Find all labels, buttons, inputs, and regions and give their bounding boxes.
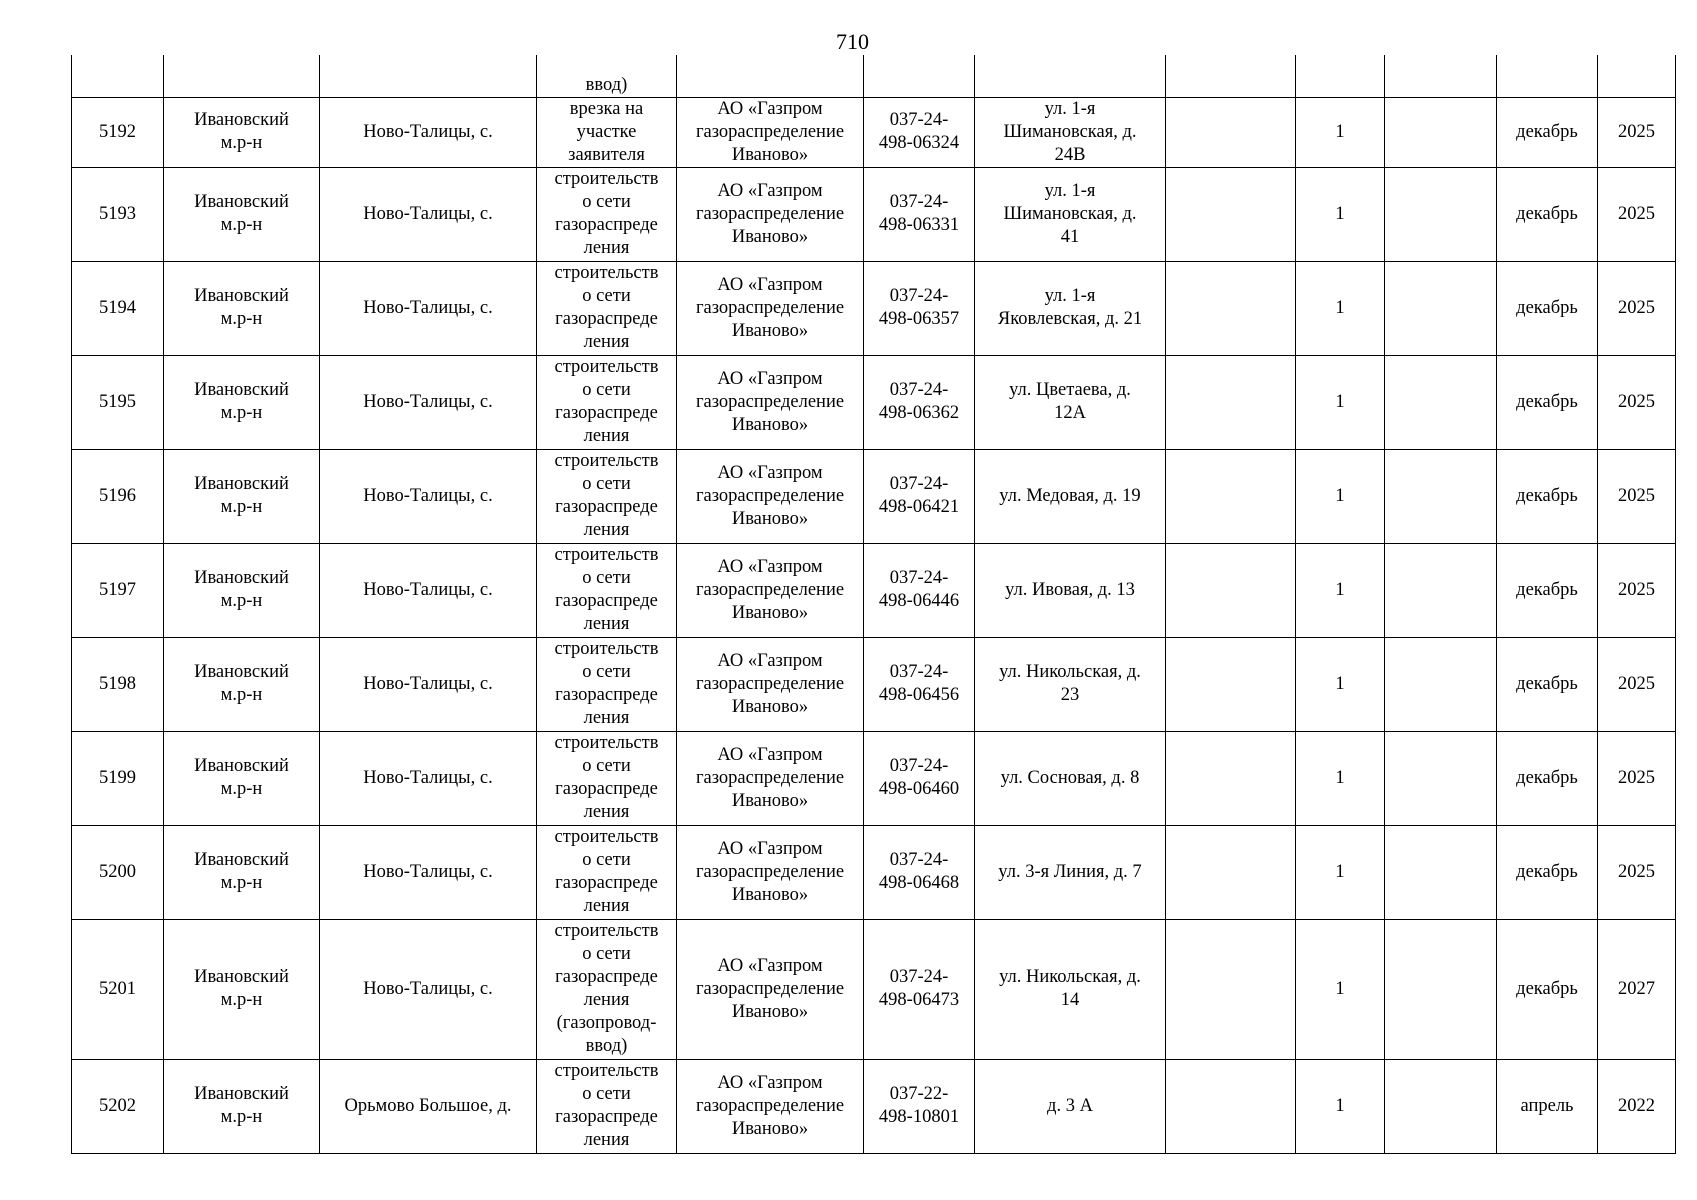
month-cell: декабрь [1497, 449, 1598, 543]
address-cell: ул. Сосновая, д. 8 [975, 731, 1166, 825]
row-number-cell: 5193 [72, 167, 164, 261]
work-type-cell: строительств о сети газораспреде ления [537, 167, 677, 261]
year-cell: 2025 [1598, 167, 1676, 261]
year-cell: 2025 [1598, 825, 1676, 919]
empty-cell [1385, 167, 1497, 261]
work-type-cell: строительств о сети газораспреде ления [537, 1059, 677, 1153]
locality-cell: Ново-Талицы, с. [320, 825, 537, 919]
work-type-cell: строительств о сети газораспреде ления [537, 731, 677, 825]
locality-cell: Ново-Талицы, с. [320, 97, 537, 167]
address-cell: ул. 1-я Шимановская, д. 41 [975, 167, 1166, 261]
row-number-cell: 5196 [72, 449, 164, 543]
district-cell: Ивановский м.р-н [164, 167, 320, 261]
year-cell: 2022 [1598, 1059, 1676, 1153]
year-cell: 2025 [1598, 637, 1676, 731]
empty-cell [1166, 731, 1296, 825]
locality-cell: Ново-Талицы, с. [320, 919, 537, 1059]
application-number-cell: 037-24- 498-06331 [864, 167, 975, 261]
table-row [72, 97, 1676, 167]
table-row [72, 825, 1676, 919]
table-row [72, 919, 1676, 1059]
organization-cell: АО «Газпром газораспределение Иваново» [677, 167, 864, 261]
month-cell: декабрь [1497, 167, 1598, 261]
application-number-cell: 037-24- 498-06456 [864, 637, 975, 731]
count-cell: 1 [1296, 825, 1385, 919]
locality-cell: Ново-Талицы, с. [320, 261, 537, 355]
row-number-cell: 5198 [72, 637, 164, 731]
count-cell: 1 [1296, 355, 1385, 449]
locality-cell: Ново-Талицы, с. [320, 167, 537, 261]
district-cell: Ивановский м.р-н [164, 355, 320, 449]
table-row [72, 449, 1676, 543]
address-cell: д. 3 А [975, 1059, 1166, 1153]
year-cell: 2025 [1598, 543, 1676, 637]
empty-cell [1385, 97, 1497, 167]
address-cell: ул. Никольская, д. 14 [975, 919, 1166, 1059]
empty-cell [1385, 731, 1497, 825]
month-cell: декабрь [1497, 355, 1598, 449]
count-cell: 1 [1296, 543, 1385, 637]
empty-cell [1385, 261, 1497, 355]
month-cell: декабрь [1497, 825, 1598, 919]
locality-cell: Ново-Талицы, с. [320, 543, 537, 637]
schedule-table [71, 55, 1676, 1154]
empty-cell [1166, 543, 1296, 637]
organization-cell: АО «Газпром газораспределение Иваново» [677, 355, 864, 449]
year-cell: 2025 [1598, 97, 1676, 167]
work-type-cell: строительств о сети газораспреде ления [537, 637, 677, 731]
table-row [72, 731, 1676, 825]
year-cell: 2025 [1598, 731, 1676, 825]
count-cell: 1 [1296, 167, 1385, 261]
count-cell: 1 [1296, 449, 1385, 543]
organization-cell: АО «Газпром газораспределение Иваново» [677, 543, 864, 637]
table-row [72, 167, 1676, 261]
month-cell: декабрь [1497, 97, 1598, 167]
empty-cell [1166, 919, 1296, 1059]
empty-cell [1166, 167, 1296, 261]
address-cell: ул. Медовая, д. 19 [975, 449, 1166, 543]
organization-cell: АО «Газпром газораспределение Иваново» [677, 637, 864, 731]
count-cell: 1 [1296, 97, 1385, 167]
organization-cell: АО «Газпром газораспределение Иваново» [677, 1059, 864, 1153]
row-number-cell: 5192 [72, 97, 164, 167]
organization-cell: АО «Газпром газораспределение Иваново» [677, 97, 864, 167]
organization-cell: АО «Газпром газораспределение Иваново» [677, 261, 864, 355]
work-type-cell: строительств о сети газораспреде ления [537, 543, 677, 637]
year-cell: 2025 [1598, 355, 1676, 449]
district-cell: Ивановский м.р-н [164, 919, 320, 1059]
locality-cell: Ново-Талицы, с. [320, 731, 537, 825]
row-number-cell: 5195 [72, 355, 164, 449]
district-cell: Ивановский м.р-н [164, 637, 320, 731]
count-cell: 1 [1296, 731, 1385, 825]
district-cell: Ивановский м.р-н [164, 97, 320, 167]
empty-cell [1385, 1059, 1497, 1153]
application-number-cell: 037-24- 498-06460 [864, 731, 975, 825]
application-number-cell: 037-24- 498-06468 [864, 825, 975, 919]
organization-cell: АО «Газпром газораспределение Иваново» [677, 449, 864, 543]
empty-cell [1385, 637, 1497, 731]
empty-cell [1166, 261, 1296, 355]
district-cell: Ивановский м.р-н [164, 261, 320, 355]
count-cell: 1 [1296, 637, 1385, 731]
row-number-cell: 5199 [72, 731, 164, 825]
district-cell: Ивановский м.р-н [164, 449, 320, 543]
table-row [72, 543, 1676, 637]
organization-cell: АО «Газпром газораспределение Иваново» [677, 825, 864, 919]
district-cell: Ивановский м.р-н [164, 825, 320, 919]
empty-cell [1166, 355, 1296, 449]
table-row [72, 1059, 1676, 1153]
count-cell: 1 [1296, 1059, 1385, 1153]
application-number-cell: 037-22- 498-10801 [864, 1059, 975, 1153]
empty-cell [1385, 355, 1497, 449]
work-type-cell: ввод) [537, 55, 677, 97]
page-number: 710 [836, 29, 869, 54]
locality-cell: Ново-Талицы, с. [320, 449, 537, 543]
application-number-cell: 037-24- 498-06421 [864, 449, 975, 543]
empty-cell [1166, 449, 1296, 543]
empty-cell [1385, 919, 1497, 1059]
row-number-cell: 5197 [72, 543, 164, 637]
district-cell: Ивановский м.р-н [164, 543, 320, 637]
year-cell: 2027 [1598, 919, 1676, 1059]
address-cell: ул. 3-я Линия, д. 7 [975, 825, 1166, 919]
work-type-cell: строительств о сети газораспреде ления [537, 355, 677, 449]
empty-cell [1166, 97, 1296, 167]
month-cell: декабрь [1497, 919, 1598, 1059]
empty-cell [1166, 1059, 1296, 1153]
district-cell: Ивановский м.р-н [164, 731, 320, 825]
empty-cell [1385, 825, 1497, 919]
application-number-cell: 037-24- 498-06473 [864, 919, 975, 1059]
month-cell: декабрь [1497, 261, 1598, 355]
application-number-cell: 037-24- 498-06446 [864, 543, 975, 637]
month-cell: декабрь [1497, 731, 1598, 825]
application-number-cell: 037-24- 498-06324 [864, 97, 975, 167]
work-type-cell: врезка на участке заявителя [537, 97, 677, 167]
month-cell: декабрь [1497, 543, 1598, 637]
work-type-cell: строительств о сети газораспреде ления [537, 449, 677, 543]
row-number-cell: 5202 [72, 1059, 164, 1153]
application-number-cell: 037-24- 498-06362 [864, 355, 975, 449]
locality-cell: Орьмово Большое, д. [320, 1059, 537, 1153]
locality-cell: Ново-Талицы, с. [320, 355, 537, 449]
address-cell: ул. Никольская, д. 23 [975, 637, 1166, 731]
row-number-cell: 5201 [72, 919, 164, 1059]
empty-cell [1385, 449, 1497, 543]
empty-cell [1385, 543, 1497, 637]
table-row [72, 261, 1676, 355]
organization-cell: АО «Газпром газораспределение Иваново» [677, 919, 864, 1059]
empty-cell [1166, 637, 1296, 731]
address-cell: ул. 1-я Яковлевская, д. 21 [975, 261, 1166, 355]
work-type-cell: строительств о сети газораспреде ления [537, 825, 677, 919]
month-cell: апрель [1497, 1059, 1598, 1153]
row-number-cell: 5194 [72, 261, 164, 355]
work-type-cell: строительств о сети газораспреде ления [537, 261, 677, 355]
address-cell: ул. Ивовая, д. 13 [975, 543, 1166, 637]
application-number-cell: 037-24- 498-06357 [864, 261, 975, 355]
count-cell: 1 [1296, 919, 1385, 1059]
address-cell: ул. Цветаева, д. 12А [975, 355, 1166, 449]
year-cell: 2025 [1598, 449, 1676, 543]
row-number-cell: 5200 [72, 825, 164, 919]
continuation-row [72, 55, 1676, 97]
organization-cell: АО «Газпром газораспределение Иваново» [677, 731, 864, 825]
table-row [72, 355, 1676, 449]
count-cell: 1 [1296, 261, 1385, 355]
address-cell: ул. 1-я Шимановская, д. 24В [975, 97, 1166, 167]
month-cell: декабрь [1497, 637, 1598, 731]
year-cell: 2025 [1598, 261, 1676, 355]
locality-cell: Ново-Талицы, с. [320, 637, 537, 731]
table-row [72, 637, 1676, 731]
empty-cell [1166, 825, 1296, 919]
district-cell: Ивановский м.р-н [164, 1059, 320, 1153]
table-body [72, 55, 1676, 1153]
work-type-cell: строительств о сети газораспреде ления (газопровод- ввод) [537, 919, 677, 1059]
